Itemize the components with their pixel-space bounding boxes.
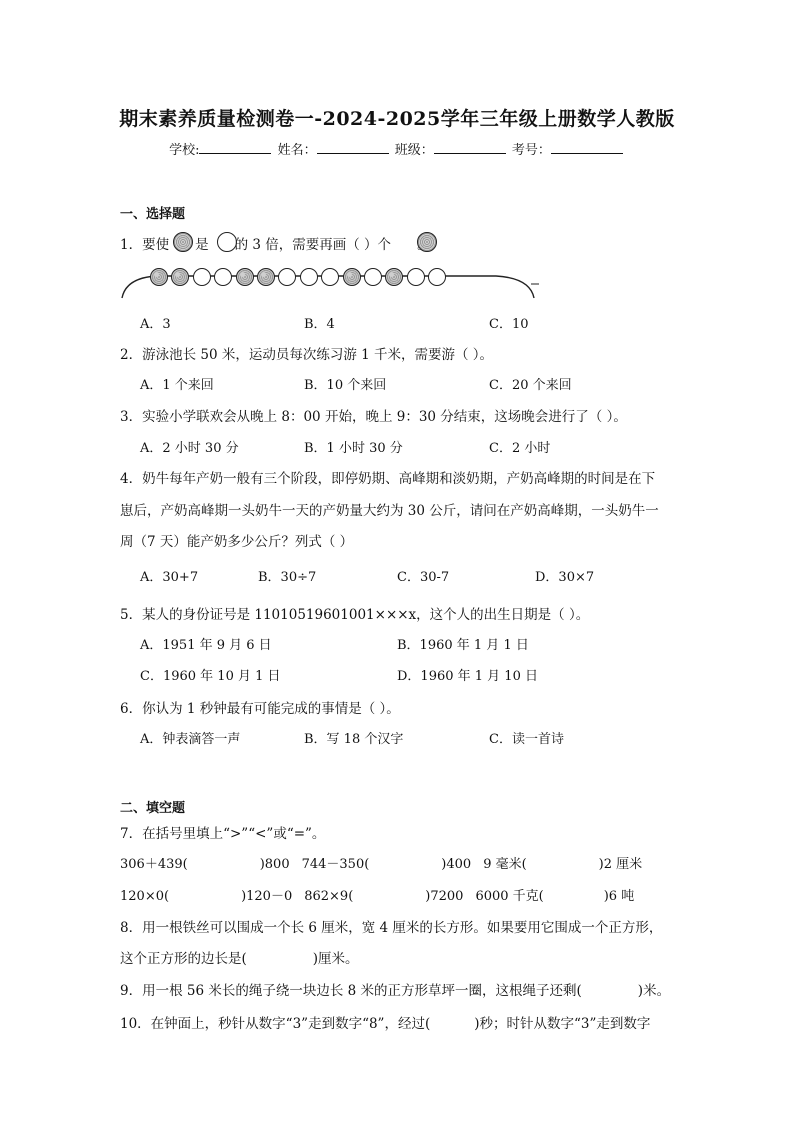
q3-option-a[interactable]: A．2 小时 30 分 <box>140 441 239 456</box>
q9-text-b: )米。 <box>637 983 671 999</box>
class-blank <box>434 141 506 154</box>
gray-bead-icon <box>150 268 168 286</box>
q7-row-1 <box>120 853 642 872</box>
gray-bead-icon <box>173 232 193 252</box>
section-2-title: 二、填空题 <box>120 801 186 816</box>
q3-option-c[interactable]: C．2 小时 <box>489 441 551 456</box>
gray-bead-icon <box>257 268 275 286</box>
q7-r1-item2-a: 744－350( <box>301 857 370 872</box>
question-4-line-1: 4．奶牛每年产奶一般有三个阶段，即停奶期、高峰期和淡奶期，产奶高峰期的时间是在下 <box>120 471 656 487</box>
q9-text-a: 9．用一根 56 米长的绳子绕一块边长 8 米的正方形草坪一圈，这根绳子还剩( <box>120 983 582 999</box>
gray-bead-icon <box>417 232 437 252</box>
q10-text-a: 10．在钟面上，秒针从数字“3”走到数字“8”，经过( <box>120 1016 431 1032</box>
q7-r2-item2-a: 862×9( <box>304 889 354 904</box>
q2-option-a[interactable]: A．1 个来回 <box>140 378 214 393</box>
q5-option-d[interactable]: D．1960 年 1 月 10 日 <box>397 669 538 684</box>
q6-option-c[interactable]: C．读一首诗 <box>489 732 564 747</box>
white-bead-icon <box>193 268 211 286</box>
question-7: 7．在括号里填上“>”“<”或“=”。 <box>120 826 326 842</box>
question-5: 5．某人的身份证号是 11010519601001×××x，这个人的出生日期是（ ）。 <box>120 607 590 623</box>
q6-option-a[interactable]: A．钟表滴答一声 <box>140 732 241 747</box>
question-3: 3．实验小学联欢会从晚上 8：00 开始，晚上 9：30 分结束，这场晚会进行了（ ）。 <box>120 409 627 425</box>
q5-option-c[interactable]: C．1960 年 10 月 1 日 <box>140 669 281 684</box>
white-bead-icon <box>364 268 382 286</box>
q7-row-2 <box>120 885 634 904</box>
white-bead-icon <box>217 232 237 252</box>
name-label: 姓名： <box>277 143 317 158</box>
section-1-title: 一、选择题 <box>120 207 186 222</box>
q7-r1-item3-b: )2 厘米 <box>598 857 643 872</box>
q3-option-b[interactable]: B．1 小时 30 分 <box>304 441 403 456</box>
exam-no-label: 考号： <box>511 143 551 158</box>
gray-bead-icon <box>343 268 361 286</box>
q5-option-a[interactable]: A．1951 年 9 月 6 日 <box>140 638 272 653</box>
q7-r1-item1-a: 306＋439( <box>120 857 188 872</box>
q7-r1-item1-b: )800 <box>259 857 290 872</box>
question-2: 2．游泳池长 50 米，运动员每次练习游 1 千米，需要游（ ）。 <box>120 347 494 363</box>
q2-option-b[interactable]: B．10 个来回 <box>304 378 387 393</box>
question-6: 6．你认为 1 秒钟最有可能完成的事情是（ ）。 <box>120 701 400 717</box>
q1-option-a[interactable]: A．3 <box>140 317 171 332</box>
exam-no-blank <box>551 141 623 154</box>
school-label: 学校: <box>169 143 200 158</box>
white-bead-icon <box>300 268 318 286</box>
class-label: 班级： <box>394 143 434 158</box>
q4-option-c[interactable]: C．30-7 <box>397 570 450 585</box>
school-blank <box>199 141 271 154</box>
q8-text-b: )厘米。 <box>312 951 359 967</box>
q7-r2-item3-a: 6000 千克( <box>475 889 544 904</box>
q6-option-b[interactable]: B．写 18 个汉字 <box>304 732 404 747</box>
question-4-line-3: 周（7 天）能产奶多少公斤？列式（ ） <box>120 534 354 550</box>
q1-option-b[interactable]: B．4 <box>304 317 335 332</box>
q7-r1-item2-b: )400 <box>441 857 472 872</box>
q10-text-b: )秒；时针从数字“3”走到数字 <box>474 1016 651 1032</box>
q5-option-b[interactable]: B．1960 年 1 月 1 日 <box>397 638 529 653</box>
q1-part2: 的 3 倍，需要再画（ ）个 <box>234 237 392 253</box>
question-9 <box>120 979 670 999</box>
question-8-line-1: 8．用一根铁丝可以围成一个长 6 厘米，宽 4 厘米的长方形。如果要用它围成一个正方形， <box>120 920 663 936</box>
q4-option-d[interactable]: D．30×7 <box>535 570 595 585</box>
q7-r2-item1-a: 120×0( <box>120 889 170 904</box>
q2-option-c[interactable]: C．20 个来回 <box>489 378 572 393</box>
q7-r2-item2-b: )7200 <box>425 889 464 904</box>
question-8-line-2 <box>120 947 359 967</box>
q7-r1-item3-a: 9 毫米( <box>483 857 527 872</box>
page-title: 期末素养质量检测卷一-2024-2025学年三年级上册数学人教版 <box>119 108 675 130</box>
gray-bead-icon <box>236 268 254 286</box>
q4-option-a[interactable]: A．30+7 <box>140 570 199 585</box>
student-info-line <box>0 139 794 158</box>
q1-prefix: 1．要使 <box>120 237 170 253</box>
white-bead-icon <box>407 268 425 286</box>
q8-text-a: 这个正方形的边长是( <box>120 951 247 967</box>
q7-r2-item1-b: )120－0 <box>241 889 293 904</box>
q1-option-c[interactable]: C．10 <box>489 317 529 332</box>
q4-option-b[interactable]: B．30÷7 <box>258 570 317 585</box>
name-blank <box>317 141 389 154</box>
question-1 <box>120 233 431 253</box>
q1-part1: 是 <box>195 237 209 253</box>
question-10 <box>120 1012 650 1032</box>
question-4-line-2: 崽后，产奶高峰期一头奶牛一天的产奶量大约为 30 公斤，请问在产奶高峰期，一头奶牛一 <box>120 503 659 519</box>
q7-r2-item3-b: )6 吨 <box>603 889 635 904</box>
